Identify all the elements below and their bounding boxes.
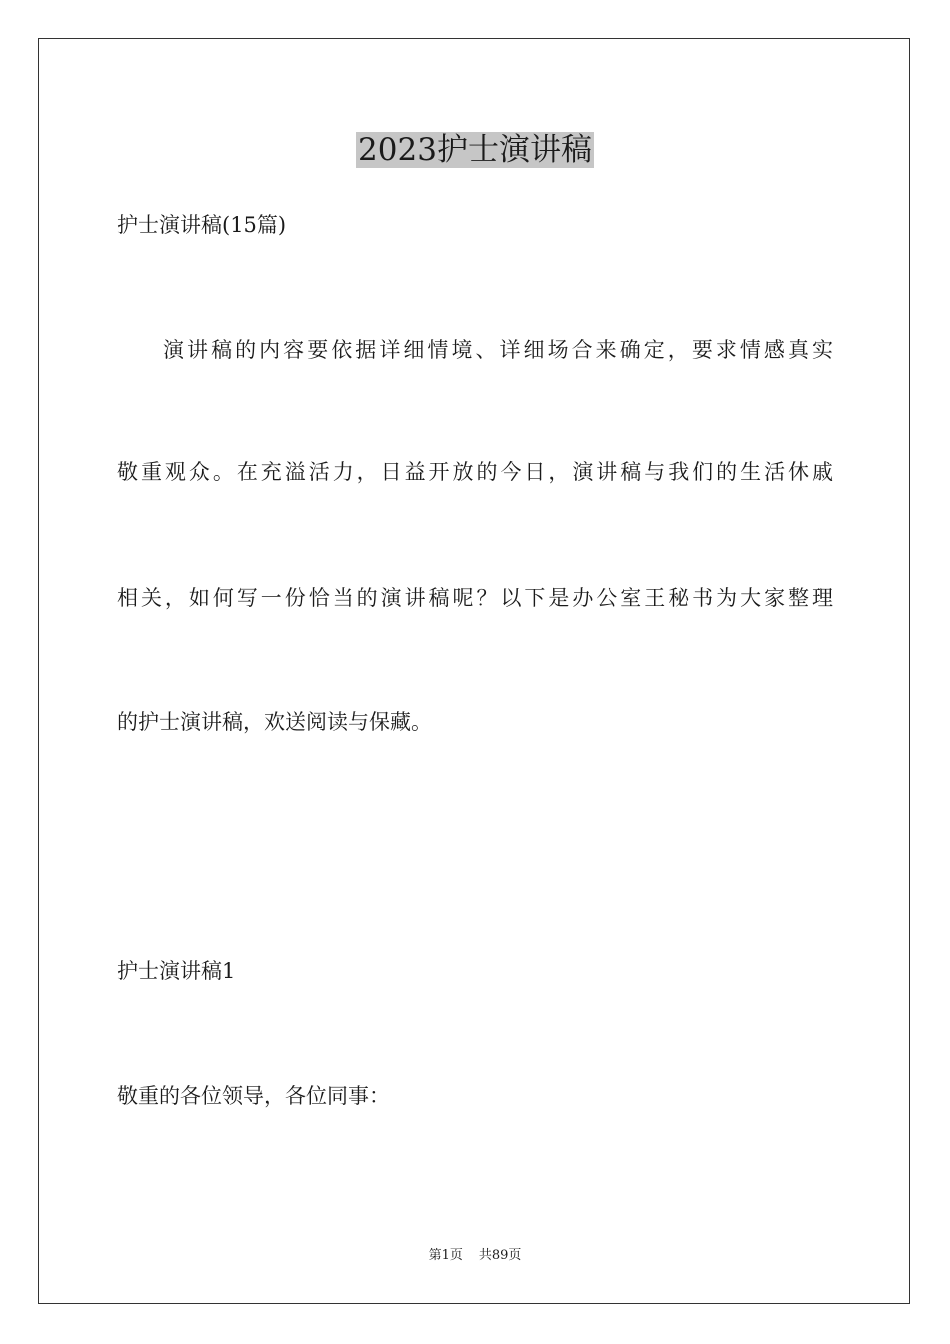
salutation: 敬重的各位领导，各位同事： (117, 1084, 390, 1108)
document-title-text: 2023护士演讲稿 (358, 132, 592, 168)
page-footer (0, 1247, 950, 1265)
intro-line-4: 的护士演讲稿，欢送阅读与保藏。 (117, 710, 432, 734)
intro-line-2: 敬重观众。在充溢活力，日益开放的今日，演讲稿与我们的生活休戚 (117, 460, 833, 484)
section-heading: 护士演讲稿1 (117, 959, 236, 983)
page-number: 第1页 (428, 1248, 463, 1263)
intro-line-1: 演讲稿的内容要依据详细情境、详细场合来确定，要求情感真实 (163, 338, 833, 362)
page-total: 共89页 (478, 1248, 522, 1263)
intro-line-3: 相关，如何写一份恰当的演讲稿呢？以下是办公室王秘书为大家整理 (117, 586, 833, 610)
document-subtitle: 护士演讲稿(15篇) (117, 213, 287, 237)
document-title (0, 128, 950, 172)
